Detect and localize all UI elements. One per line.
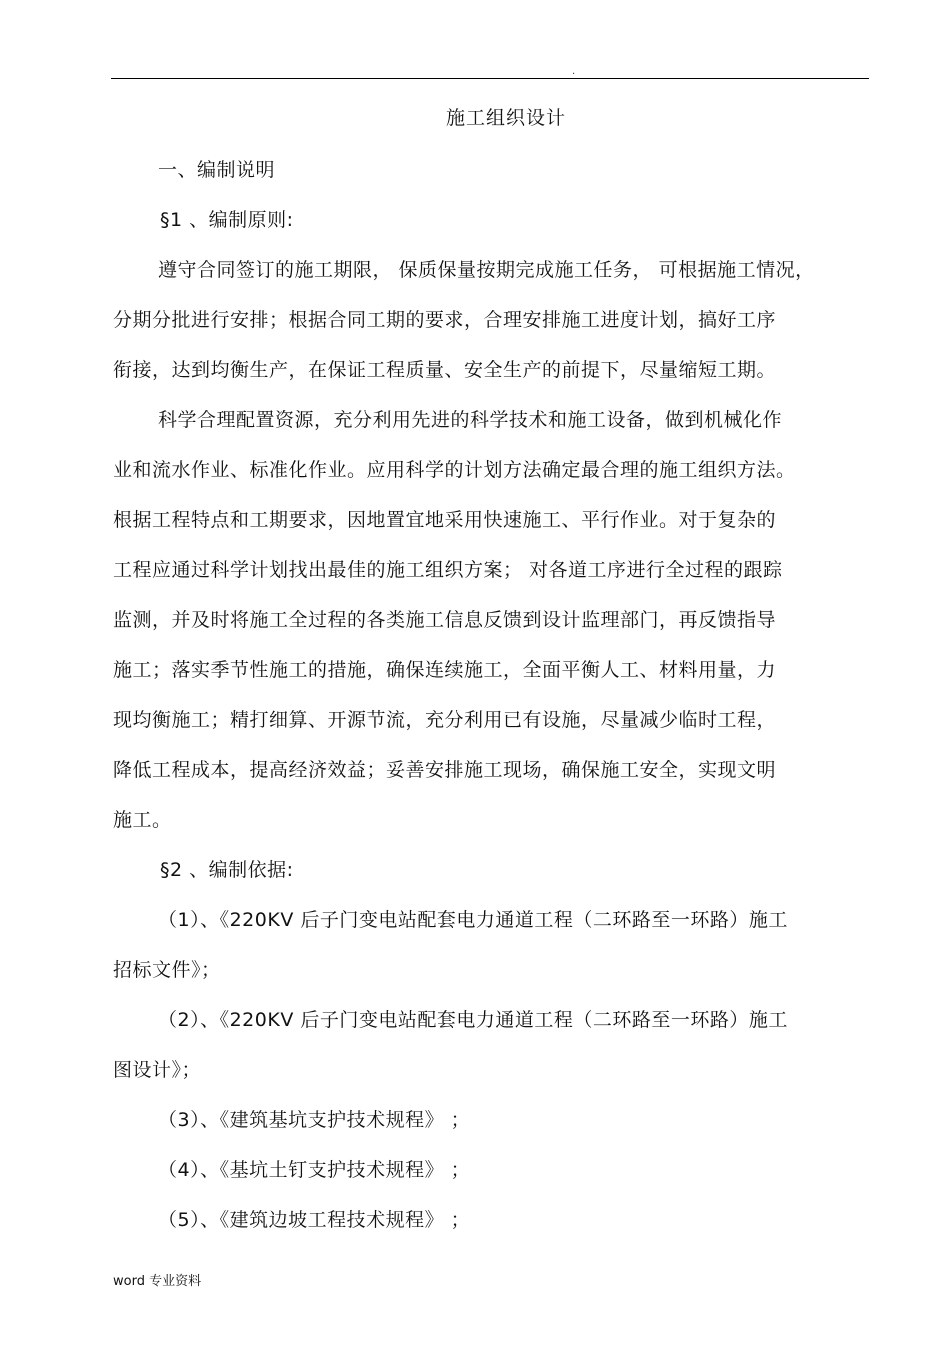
header-rule xyxy=(111,78,869,79)
paragraph-line: 施工；落实季节性施工的措施，确保连续施工，全面平衡人工、材料用量，力 xyxy=(113,659,777,681)
section-heading: 一、编制说明 xyxy=(158,159,276,181)
paragraph-line: 衔接，达到均衡生产，在保证工程质量、安全生产的前提下，尽量缩短工期。 xyxy=(113,359,777,381)
subsection-heading: §2 、编制依据: xyxy=(160,859,294,881)
paragraph-line: 业和流水作业、标准化作业。应用科学的计划方法确定最合理的施工组织方法。 xyxy=(113,459,796,481)
reference-line: （5）、《建筑边坡工程技术规程》 ； xyxy=(158,1209,471,1231)
reference-line: （4）、《基坑土钉支护技术规程》 ； xyxy=(158,1159,471,1181)
document-title: 施工组织设计 xyxy=(446,107,567,129)
paragraph-line: 科学合理配置资源，充分利用先进的科学技术和施工设备，做到机械化作 xyxy=(158,409,783,431)
reference-line: （3）、《建筑基坑支护技术规程》 ； xyxy=(158,1109,471,1131)
paragraph-line: 遵守合同签订的施工期限， 保质保量按期完成施工任务， 可根据施工情况， xyxy=(158,259,815,281)
reference-line: 招标文件》； xyxy=(113,959,221,981)
paragraph-line: 施工。 xyxy=(113,809,172,831)
paragraph-line: 根据工程特点和工期要求，因地置宜地采用快速施工、平行作业。对于复杂的 xyxy=(113,509,777,531)
reference-line: （2）、《220KV 后子门变电站配套电力通道工程（二环路至一环路）施工 xyxy=(158,1009,788,1031)
paragraph-line: 分期分批进行安排；根据合同工期的要求，合理安排施工进度计划，搞好工序 xyxy=(113,309,777,331)
reference-line: 图设计》； xyxy=(113,1059,202,1081)
paragraph-line: 工程应通过科学计划找出最佳的施工组织方案； 对各道工序进行全过程的跟踪 xyxy=(113,559,783,581)
paragraph-line: 监测，并及时将施工全过程的各类施工信息反馈到设计监理部门，再反馈指导 xyxy=(113,609,777,631)
subsection-heading: §1 、编制原则: xyxy=(160,209,294,231)
paragraph-line: 现均衡施工；精打细算、开源节流，充分利用已有设施，尽量减少临时工程， xyxy=(113,709,777,731)
paragraph-line: 降低工程成本，提高经济效益；妥善安排施工现场，确保施工安全，实现文明 xyxy=(113,759,777,781)
reference-line: （1）、《220KV 后子门变电站配套电力通道工程（二环路至一环路）施工 xyxy=(158,909,788,931)
header-dot: . xyxy=(572,66,576,77)
page-footer: word 专业资料 xyxy=(113,1274,202,1289)
